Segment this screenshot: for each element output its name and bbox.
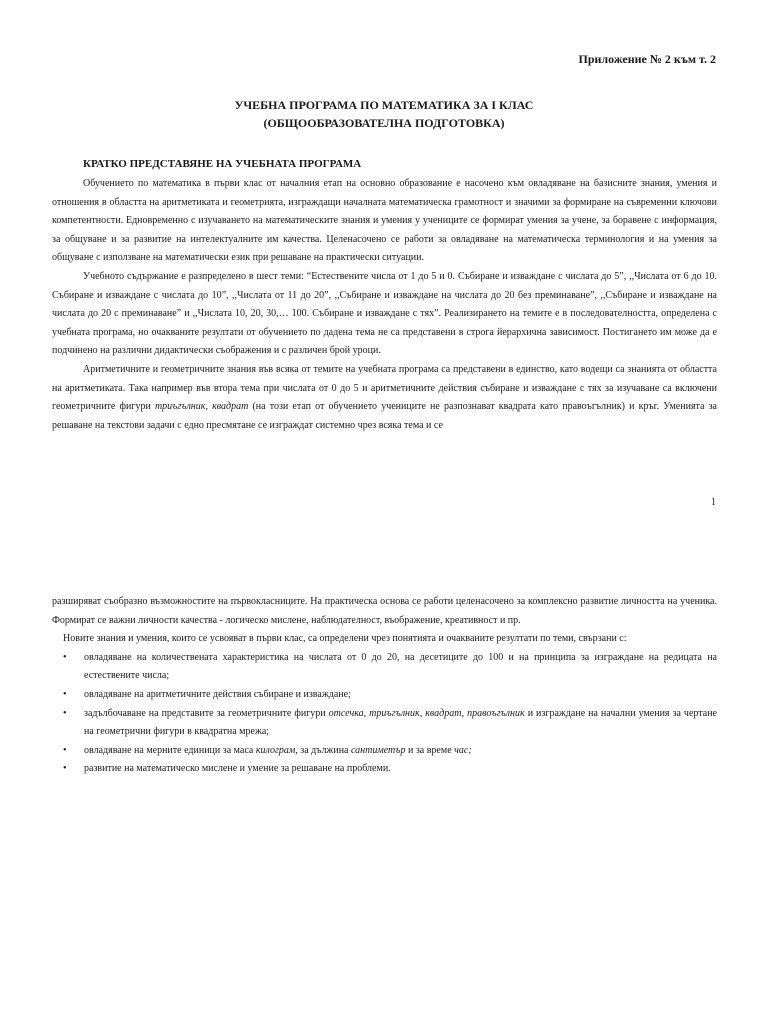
list-item-italic: отсечка, триъгълник, квадрат, правоъгълник [328, 707, 525, 719]
bullet-icon: • [63, 651, 67, 663]
paragraph-3-italic: триъгълник, квадрат [154, 401, 249, 413]
title-line-2: (ОБЩООБРАЗОВАТЕЛНА ПОДГОТОВКА) [263, 116, 505, 130]
list-item [52, 686, 717, 705]
list-item-text: и изграждане на начални умения за чертане на геометрични фигури в квадратна мрежа; [84, 707, 717, 738]
paragraph-2: Учебното съдържание е разпределено в шест теми: “Естествените числа от 1 до 5 и 0. Събиране и изваждане с числата до 5”, ,,Числата от 6 до 10. Събиране и изваждане с числата до 10”, ,,Числата от 11 до 20”, ,,Събиране и изваждане на числата до 20 без преминаване”, ,,Събиране и изваждане на числата до 20 с преминаване” и ,,Числата 10, 20, 30,… 100. Събиране и изваждане с тях”. Реализирането на темите е в последователността, определена с учебната програма, но очакваните резултати от обучението по дадена тема не са представени в строга йерархична зависимост. Постигането им може да е подчинено на различни дидактически съображения и с различен брой уроци. [52, 270, 717, 357]
bullet-icon: • [63, 763, 67, 775]
list-item-italic: сантиметър [351, 744, 406, 756]
list-item-text: овладяване на мерните единици за маса [84, 744, 256, 756]
list-item-text: овладяване на количествената характеристика на числата от 0 до 20, на десетиците до 100 и на принципа за изграждане на редицата на естествените числа; [84, 651, 717, 682]
topic-list [52, 649, 717, 779]
intro-text [52, 175, 717, 435]
list-item [52, 742, 717, 761]
list-item-italic: килограм, [255, 744, 298, 756]
list-item-text: и за време [405, 744, 455, 756]
paragraph-3 [52, 361, 717, 435]
appendix-label: Приложение № 2 към т. 2 [578, 52, 716, 66]
bullet-icon: • [63, 688, 67, 700]
list-item [52, 649, 717, 686]
bullet-icon: • [63, 744, 67, 756]
list-item-text: овладяване на аритметичните действия събиране и изваждане; [84, 688, 351, 700]
document-title [0, 96, 768, 132]
list-item [52, 760, 717, 779]
list-item-text: задълбочаване на представите за геометричните фигури [84, 707, 329, 719]
paragraph-1: Обучението по математика в първи клас от началния етап на основно образование е насочено към овладяване на базисните знания, умения и отношения в областта на аритметиката и геометрията, изграждащи началната математическа грамотност и значими за формиране на съвременни ключови компетентности. Едновременно с изучаването на математическите знания и умения у учениците се формират умения за учене, за боравене с информация, за общуване и за развитие на интелектуалните им качества. Целенасочено се работи за овладяване на математическа терминология и на умения за общуване с използване на математически език при решаване на практически ситуации. [52, 178, 717, 264]
list-item-text: развитие на математическо мислене и умение за решаване на проблеми. [84, 763, 391, 775]
list-lead: Новите знания и умения, които се усвояват в първи клас, са определени чрез понятията и очакваните резултати по теми, свързани с: [63, 633, 627, 645]
list-item [52, 705, 717, 742]
paragraph-3-text-b: (на този етап от обучението учениците не разпознават квадрата като правоъгълник) и кръг. Уменията за решаване на текстови задачи с едно пресмятане се изграждат системно чрез всяка тема и се [52, 401, 717, 431]
continuation-paragraph: разширяват съобразно възможностите на първокласниците. На практическа основа се работи целенасочено за комплексно развитие личността на ученика. Формират се важни личности качества - логическо мислене, наблюдателност, въображение, креативност и пр. [52, 596, 717, 626]
section-heading: КРАТКО ПРЕДСТАВЯНЕ НА УЧЕБНАТА ПРОГРАМА [83, 158, 362, 170]
list-item-italic: час; [454, 744, 472, 756]
title-line-1: УЧЕБНА ПРОГРАМА ПО МАТЕМАТИКА ЗА I КЛАС [234, 98, 534, 112]
list-item-text: за дължина [297, 744, 351, 756]
continuation-text [52, 593, 717, 779]
paragraph-3-text-a: Аритметичните и геометричните знания във всяка от темите на учебната програма са представени в единство, като водещи са знанията от областта на аритметиката. Така например във втора тема при числата от 0 до 5 и аритметичните действия събиране и изваждане с тях за изучаване са включени геометричните фигури [52, 363, 717, 413]
page-number: 1 [711, 497, 716, 508]
bullet-icon: • [63, 707, 67, 719]
